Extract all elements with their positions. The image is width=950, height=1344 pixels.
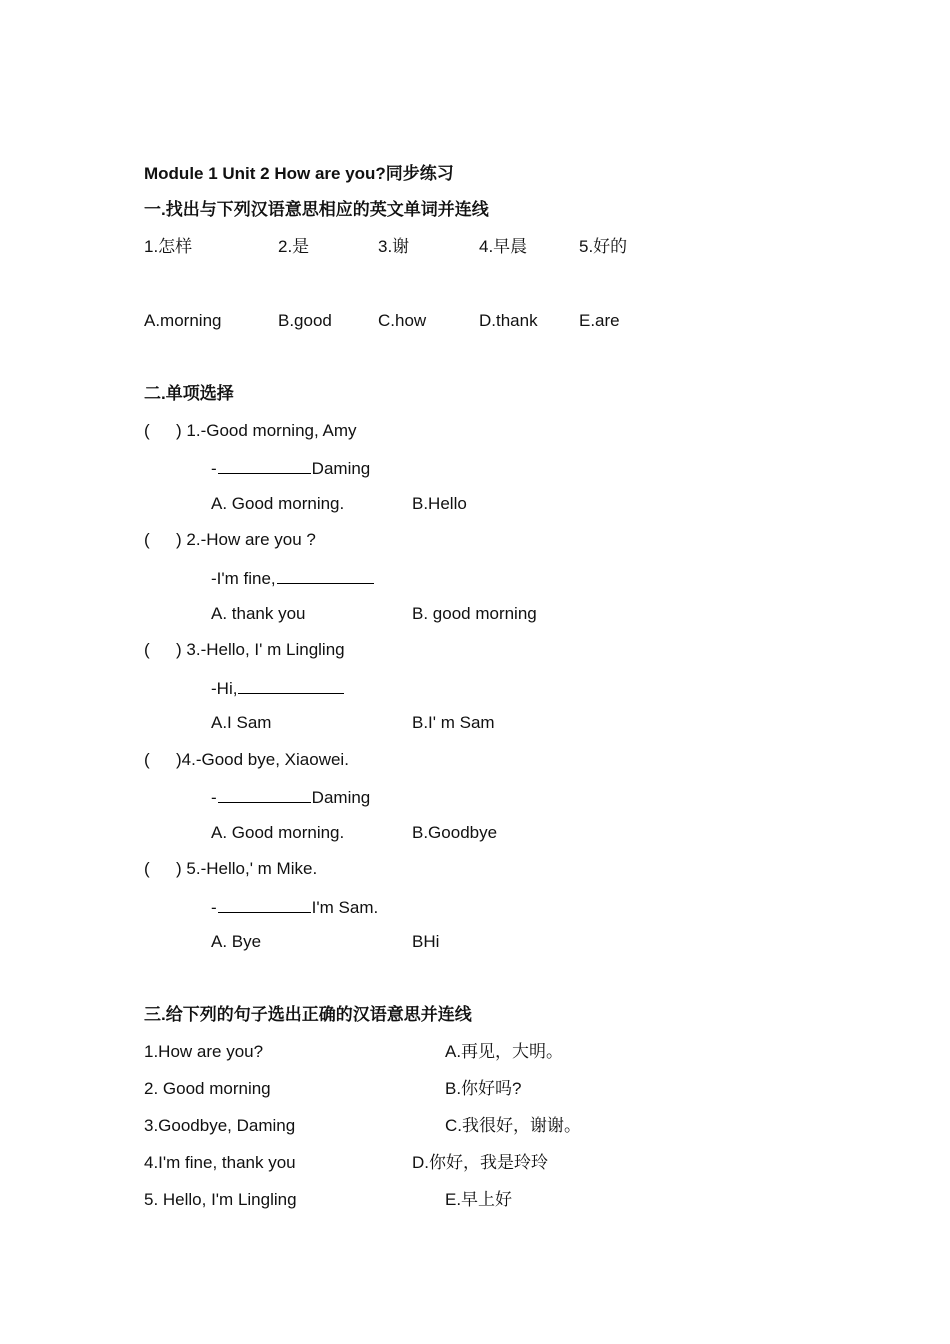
option-b: B. good morning	[412, 604, 537, 623]
answer-paren-close: )	[176, 640, 182, 659]
response-prefix: -	[211, 788, 217, 807]
meaning: C.我很好，谢谢。	[445, 1116, 581, 1135]
option-a: A.I Sam	[211, 713, 272, 732]
meaning: B.你好吗?	[445, 1079, 522, 1098]
question-prompt: 1.-Good morning, Amy	[186, 421, 357, 440]
chinese-word: 1.怎样	[144, 237, 193, 256]
chinese-word: 3.谢	[378, 237, 410, 256]
response-prefix: -I'm fine,	[211, 569, 276, 588]
answer-paren-open[interactable]: (	[144, 750, 150, 769]
option-b: BHi	[412, 932, 440, 951]
section3-heading: 三.给下列的句子选出正确的汉语意思并连线	[144, 1005, 472, 1024]
answer-blank[interactable]	[218, 896, 311, 913]
answer-paren-close: )	[176, 421, 182, 440]
meaning: D.你好，我是玲玲	[412, 1153, 548, 1172]
sentence: 2. Good morning	[144, 1079, 271, 1098]
option-b: B.Hello	[412, 494, 467, 513]
response-suffix: Daming	[311, 459, 371, 478]
english-word: D.thank	[479, 311, 538, 330]
option-a: A. Bye	[211, 932, 262, 951]
page-title: Module 1 Unit 2 How are you?同步练习	[144, 164, 454, 183]
chinese-word: 4.早晨	[479, 237, 528, 256]
option-a: A. thank you	[211, 604, 306, 623]
answer-paren-open[interactable]: (	[144, 421, 150, 440]
section1-heading: 一.找出与下列汉语意思相应的英文单词并连线	[144, 200, 489, 219]
response-prefix: -	[211, 898, 217, 917]
meaning: A.再见，大明。	[445, 1042, 564, 1061]
option-a: A. Good morning.	[211, 823, 345, 842]
english-word: B.good	[278, 311, 332, 330]
chinese-word: 2.是	[278, 237, 310, 256]
english-word: A.morning	[144, 311, 222, 330]
sentence: 3.Goodbye, Daming	[144, 1116, 296, 1135]
answer-paren-open[interactable]: (	[144, 530, 150, 549]
response-prefix: -	[211, 459, 217, 478]
answer-paren-open[interactable]: (	[144, 640, 150, 659]
option-b: B.I' m Sam	[412, 713, 495, 732]
section2-heading: 二.单项选择	[144, 384, 234, 403]
meaning: E.早上好	[445, 1190, 513, 1209]
question-prompt: 2.-How are you ?	[186, 530, 316, 549]
answer-blank[interactable]	[218, 786, 311, 803]
answer-paren-close: )	[176, 530, 182, 549]
answer-blank[interactable]	[277, 567, 374, 584]
response-suffix: Daming	[311, 788, 371, 807]
answer-paren-close: )4.-Good bye, Xiaowei.	[176, 750, 349, 769]
english-word: E.are	[579, 311, 620, 330]
sentence: 4.I'm fine, thank you	[144, 1153, 296, 1172]
sentence: 1.How are you?	[144, 1042, 264, 1061]
response-prefix: -Hi,	[211, 679, 238, 698]
question-prompt: 5.-Hello,' m Mike.	[186, 859, 318, 878]
option-a: A. Good morning.	[211, 494, 345, 513]
chinese-word: 5.好的	[579, 237, 628, 256]
answer-blank[interactable]	[218, 457, 311, 474]
answer-blank[interactable]	[238, 677, 344, 694]
question-prompt: 3.-Hello, I' m Lingling	[186, 640, 345, 659]
sentence: 5. Hello, I'm Lingling	[144, 1190, 297, 1209]
response-suffix: I'm Sam.	[311, 898, 379, 917]
english-word: C.how	[378, 311, 427, 330]
answer-paren-close: )	[176, 859, 182, 878]
option-b: B.Goodbye	[412, 823, 498, 842]
answer-paren-open[interactable]: (	[144, 859, 150, 878]
